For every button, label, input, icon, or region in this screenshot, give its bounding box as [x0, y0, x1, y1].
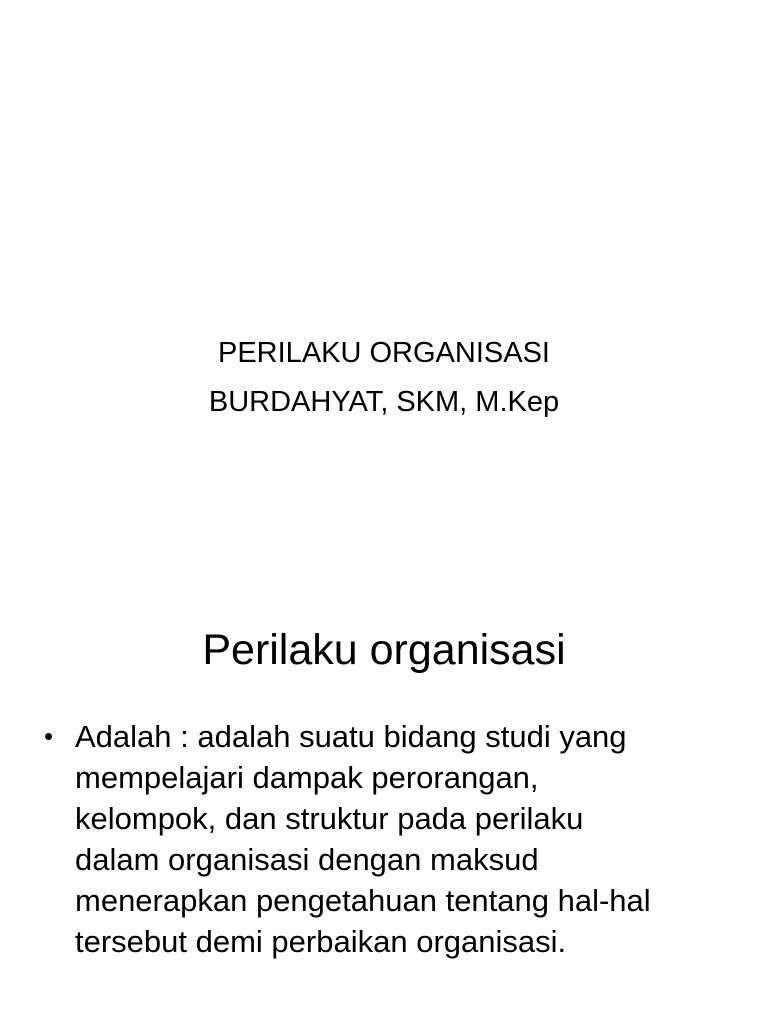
bullet-item — [44, 716, 744, 962]
bullet-line: dalam organisasi dengan maksud — [75, 842, 539, 877]
content-slide — [0, 576, 768, 1024]
bullet-icon: • — [44, 721, 54, 751]
presentation-author: BURDAHYAT, SKM, M.Kep — [208, 386, 560, 418]
bullet-line: menerapkan pengetahuan tentang hal-hal — [75, 883, 651, 918]
bullet-line: kelompok, dan struktur pada perilaku — [75, 801, 584, 836]
bullet-list — [44, 716, 744, 962]
bullet-line: Adalah : adalah suatu bidang studi yang — [75, 719, 627, 754]
slide-heading: Perilaku organisasi — [202, 626, 566, 674]
presentation-title: PERILAKU ORGANISASI — [218, 337, 550, 369]
bullet-line: mempelajari dampak perorangan, — [75, 760, 539, 795]
bullet-line: tersebut demi perbaikan organisasi. — [75, 924, 567, 959]
